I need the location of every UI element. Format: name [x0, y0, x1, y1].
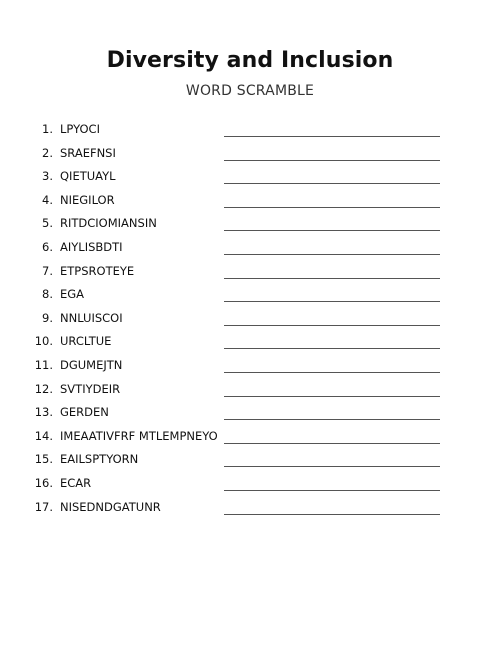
item-number: 4. [42, 192, 53, 207]
answer-line[interactable] [224, 207, 440, 208]
scrambled-word: AIYLISBDTI [60, 239, 123, 254]
answer-line[interactable] [224, 419, 440, 420]
answer-line[interactable] [224, 160, 440, 161]
item-number: 15. [34, 452, 53, 467]
answer-line[interactable] [224, 514, 440, 515]
answer-line[interactable] [224, 230, 440, 231]
answer-line[interactable] [224, 443, 440, 444]
answer-line[interactable] [224, 183, 440, 184]
scramble-row [0, 118, 500, 142]
item-number: 5. [42, 216, 53, 231]
scrambled-word: SVTIYDEIR [60, 381, 121, 396]
scrambled-word: GERDEN [60, 405, 109, 420]
scramble-row [0, 189, 500, 213]
scramble-row [0, 496, 500, 520]
answer-line[interactable] [224, 254, 440, 255]
answer-line[interactable] [224, 396, 440, 397]
item-number: 11. [34, 357, 53, 372]
item-number: 16. [34, 475, 53, 490]
item-number: 13. [34, 405, 53, 420]
scramble-row [0, 448, 500, 472]
page-subtitle: WORD SCRAMBLE [185, 83, 315, 99]
answer-line[interactable] [224, 348, 440, 349]
item-number: 9. [42, 310, 53, 325]
scrambled-word: NIEGILOR [60, 192, 115, 207]
item-number: 12. [34, 381, 53, 396]
scramble-row [0, 401, 500, 425]
item-number: 6. [42, 239, 53, 254]
scramble-row [0, 260, 500, 284]
item-number: 17. [34, 499, 53, 514]
scramble-row [0, 378, 500, 402]
scrambled-word: NISEDNDGATUNR [60, 499, 161, 514]
scrambled-word: DGUMEJTN [60, 357, 123, 372]
scramble-row [0, 142, 500, 166]
item-number: 2. [42, 145, 53, 160]
scrambled-word: LPYOCI [60, 122, 100, 136]
item-number: 8. [42, 287, 53, 302]
item-number: 3. [42, 169, 53, 184]
item-number: 10. [34, 334, 53, 349]
answer-line[interactable] [224, 466, 440, 467]
scrambled-word: URCLTUE [60, 334, 112, 349]
scramble-row [0, 354, 500, 378]
item-number: 14. [34, 428, 53, 443]
scrambled-word: QIETUAYL [60, 169, 116, 184]
answer-line[interactable] [224, 301, 440, 302]
scramble-word-list [0, 118, 500, 519]
scramble-row [0, 472, 500, 496]
scrambled-word: NNLUISCOI [60, 310, 123, 325]
item-number: 1. [42, 122, 53, 136]
scrambled-word: ETPSROTEYE [60, 263, 135, 278]
scrambled-word: EGA [60, 287, 85, 302]
scramble-row [0, 307, 500, 331]
scramble-row [0, 330, 500, 354]
scramble-row [0, 236, 500, 260]
item-number: 7. [42, 263, 53, 278]
answer-line[interactable] [224, 325, 440, 326]
scramble-row [0, 283, 500, 307]
scramble-row [0, 165, 500, 189]
answer-line[interactable] [224, 372, 440, 373]
scrambled-word: EAILSPTYORN [60, 452, 139, 467]
scramble-row [0, 212, 500, 236]
answer-line[interactable] [224, 490, 440, 491]
answer-line[interactable] [224, 136, 440, 137]
scrambled-word: IMEAATIVFRF MTLEMPNEYO [60, 428, 218, 443]
answer-line[interactable] [224, 278, 440, 279]
scrambled-word: ECAR [60, 475, 92, 490]
scrambled-word: RITDCIOMIANSIN [60, 216, 157, 231]
scramble-row [0, 425, 500, 449]
scrambled-word: SRAEFNSI [60, 145, 116, 160]
page-title: Diversity and Inclusion [106, 48, 394, 73]
